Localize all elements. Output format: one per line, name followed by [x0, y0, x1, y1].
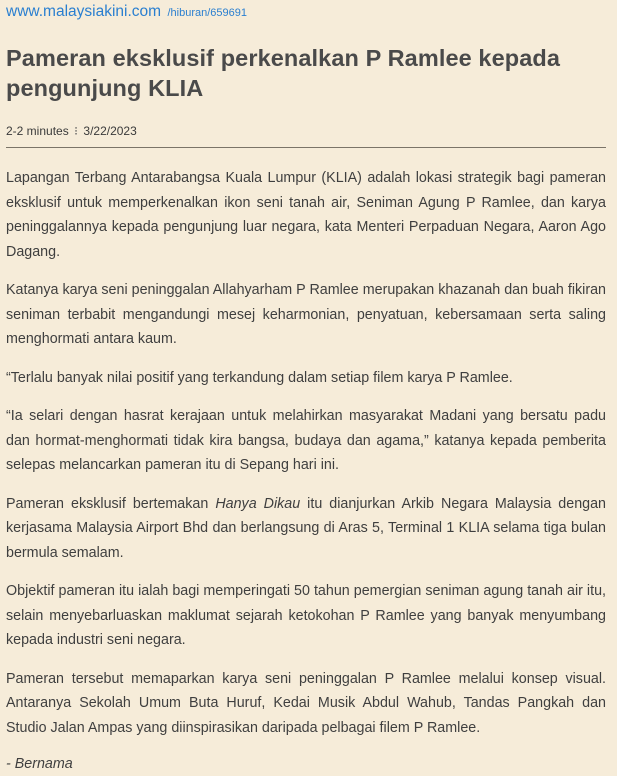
- header-divider: [6, 147, 606, 148]
- paragraph-4: “Ia selari dengan hasrat kerajaan untuk melahirkan masyarakat Madani yang bersatu padu dan hormat-menghormati tidak kira bangsa, budaya dan agama,” katanya kepada pemberita selepas melancarkan pameran itu di Sepang hari ini.: [6, 408, 606, 473]
- article-title: Pameran eksklusif perkenalkan P Ramlee kepada pengunjung KLIA: [6, 45, 561, 101]
- paragraph-6: Objektif pameran itu ialah bagi memperingati 50 tahun pemergian seniman agung tanah air itu, selain menyebarluaskan maklumat sejarah ketokohan P Ramlee yang banyak menyumbang kepada industri seni negara.: [6, 583, 606, 648]
- meta-separator: ⁝: [74, 124, 78, 138]
- paragraph-2: Katanya karya seni peninggalan Allahyarham P Ramlee merupakan khazanah dan buah fikiran seniman terbabit mengandungi mesej keharmonian, penyatuan, kebersamaan serta saling menghormati antara kaum.: [6, 282, 606, 347]
- publish-date: 3/22/2023: [83, 124, 137, 138]
- article-container: [6, 0, 606, 776]
- paragraph-5-end: itu dianjurkan Arkib Negara Malaysia dengan kerjasama Malaysia Airport Bhd dan berlangsung di Aras 5, Terminal 1 KLIA selama tiga bulan bermula semalam.: [6, 495, 606, 561]
- article-signoff: - Bernama: [6, 756, 73, 772]
- exhibition-theme: Hanya Dikau: [215, 495, 301, 512]
- article-body: [6, 166, 606, 776]
- paragraph-7: Pameran tersebut memaparkan karya seni peninggalan P Ramlee melalui konsep visual. Antaranya Sekolah Umum Buta Huruf, Kedai Musik Abdul Wahub, Tandas Pangkah dan Studio Jalan Ampas yang diinspirasikan daripada pelbagai filem P Ramlee.: [6, 670, 606, 736]
- article-meta: [6, 123, 606, 139]
- source-domain-link[interactable]: www.malaysiakini.com: [6, 3, 162, 20]
- paragraph-5: [6, 492, 606, 566]
- paragraph-3: “Terlalu banyak nilai positif yang terkandung dalam setiap filem karya P Ramlee.: [6, 369, 513, 386]
- source-link-bar: [6, 3, 606, 21]
- paragraph-5-start: Pameran eksklusif bertemakan: [6, 495, 216, 512]
- paragraph-1: Lapangan Terbang Antarabangsa Kuala Lumpur (KLIA) adalah lokasi strategik bagi pameran eksklusif untuk memperkenalkan ikon seni tanah air, Seniman Agung P Ramlee, dan karya peninggalannya kepada pengunjung luar negara, kata Menteri Perpaduan Negara, Aaron Ago Dagang.: [6, 170, 606, 260]
- source-path-link[interactable]: /hiburan/659691: [167, 7, 248, 19]
- reading-time: 2-2 minutes: [6, 124, 69, 138]
